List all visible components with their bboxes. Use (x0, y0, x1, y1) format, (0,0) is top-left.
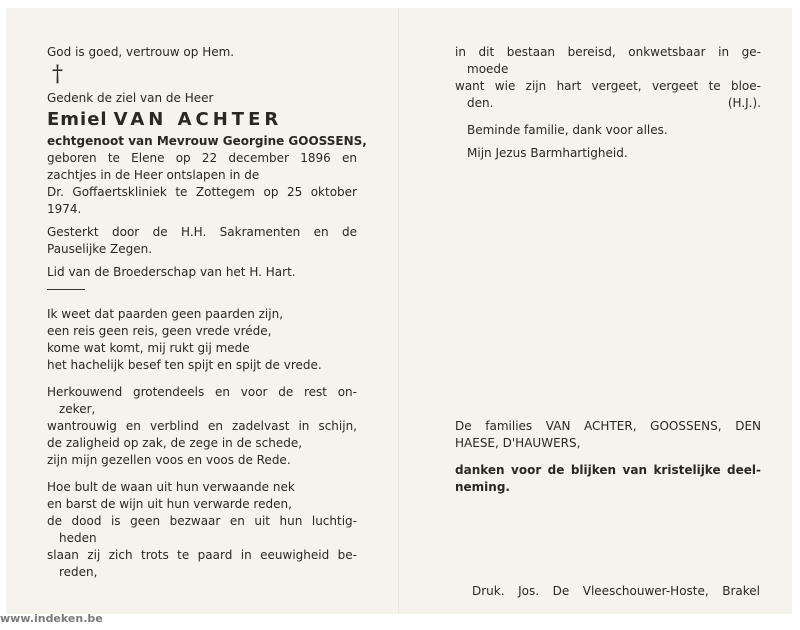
thanks-bold-line: neming. (455, 480, 510, 494)
sacraments-line: Pauselijke Zegen. (47, 242, 153, 256)
poem-line: moede (467, 62, 509, 76)
thanks-line: Beminde familie, dank voor alles. (467, 123, 668, 137)
poem-line: slaan zij zich trots te paard in eeuwigheid be- (47, 548, 357, 562)
surname: VAN ACHTER (113, 109, 283, 130)
right-panel (455, 44, 761, 162)
printer-line: Druk. Jos. De Vleeschouwer-Hoste, Brakel (472, 584, 760, 598)
bio-line: Dr. Goffaertskliniek te Zottegem op 25 oktober (47, 185, 357, 199)
gedenk-line: Gedenk de ziel van de Heer (47, 91, 214, 105)
poem-line: de zaligheid op zak, de zege in de schede, (47, 436, 303, 450)
poem-line: want wie zijn hart vergeet, vergeet te bloe- (455, 79, 761, 93)
poem-line: kome wat komt, mij rukt gij mede (47, 341, 250, 355)
poem-line: wantrouwig en verblind en zadelvast in schijn, (47, 419, 357, 433)
opening-line: God is goed, vertrouw op Hem. (47, 45, 235, 59)
poem-line: zeker, (59, 402, 96, 416)
poem-line: het hachelijk besef ten spijt en spijt de vrede. (47, 358, 322, 372)
poem-line: Herkouwend grotendeels en voor de rest on- (47, 385, 357, 399)
card-fold (398, 8, 400, 614)
sacraments-line: Gesterkt door de H.H. Sakramenten en de (47, 225, 357, 239)
bio-line: 1974. (47, 202, 82, 216)
poem-line: zijn mijn gezellen voos en voos de Rede. (47, 453, 291, 467)
poem-line: de dood is geen bezwaar en uit hun luchtig- (47, 514, 357, 528)
bio-line: zachtjes in de Heer ontslapen in de (47, 168, 260, 182)
brotherhood-line: Lid van de Broederschap van het H. Hart. (47, 265, 296, 279)
deceased-name (47, 109, 357, 131)
thanks-bold-line: danken voor de blijken van kristelijke deel- (455, 463, 761, 477)
poem-line: den. (467, 96, 494, 110)
cross-icon: † (52, 62, 63, 87)
families-line: HAESE, D'HAUWERS, (455, 436, 581, 450)
bio-line: geboren te Elene op 22 december 1896 en (47, 151, 357, 165)
poem-line: reden, (59, 565, 98, 579)
prayer-line: Mijn Jezus Barmhartigheid. (467, 146, 628, 160)
poem-line: Hoe bult de waan uit hun verwaande nek (47, 480, 295, 494)
families-line: De families VAN ACHTER, GOOSSENS, DEN (455, 419, 761, 433)
families-block (455, 418, 761, 496)
divider (47, 289, 85, 290)
first-name: Emiel (47, 109, 108, 130)
poem-author: (H.J.). (727, 96, 761, 110)
poem-line: een reis geen reis, geen vrede vréde, (47, 324, 272, 338)
left-panel (47, 44, 367, 581)
poem-line: Ik weet dat paarden geen paarden zijn, (47, 307, 284, 321)
watermark: www.indeken.be (0, 612, 103, 625)
poem-line: heden (59, 531, 97, 545)
spouse-line: echtgenoot van Mevrouw Georgine GOOSSENS, (47, 134, 367, 148)
poem-line: en barst de wijn uit hun verwarde reden, (47, 497, 292, 511)
poem-last-line (455, 95, 761, 112)
poem-line: in dit bestaan bereisd, onkwetsbaar in ge- (455, 45, 761, 59)
